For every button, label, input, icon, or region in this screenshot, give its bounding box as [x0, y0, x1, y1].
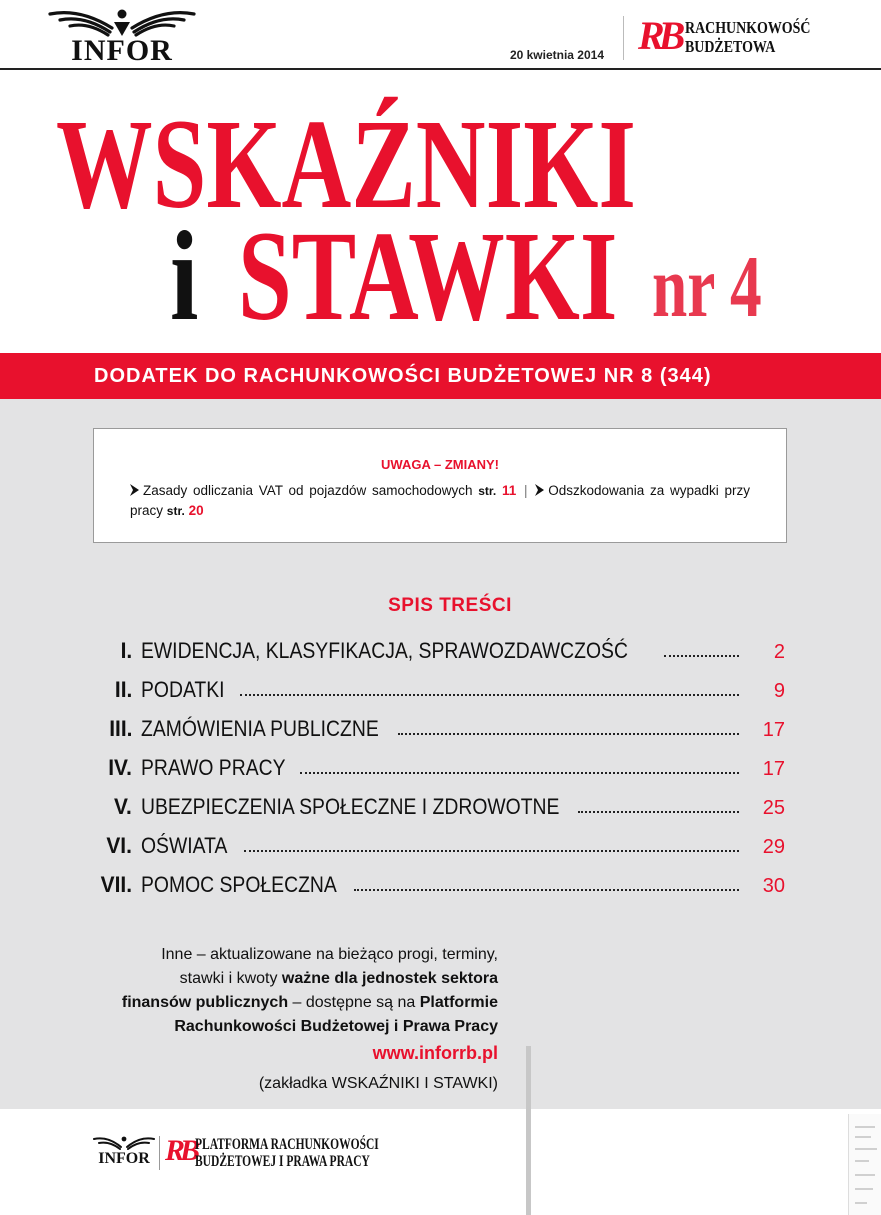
toc-item-page: 2	[773, 641, 785, 663]
toc-item-page: 30	[762, 875, 785, 897]
toc-leader-dots	[578, 811, 739, 813]
toc-item-label: OŚWIATA	[141, 833, 228, 858]
info-line-3-b: – dostępne są na	[288, 994, 420, 1011]
footer-infor-logo	[92, 1134, 156, 1174]
toc-leader-dots	[354, 889, 739, 891]
page-corner-decoration	[848, 1114, 881, 1215]
toc-item	[0, 872, 881, 904]
platform-tab-note: (zakładka WSKAŹNIKI I STAWKI)	[258, 1075, 498, 1092]
toc-item-label: PRAWO PRACY	[141, 755, 286, 780]
toc-item-page: 9	[773, 680, 785, 702]
info-line-2-a: stawki i kwoty	[179, 970, 282, 987]
toc-item-label: PODATKI	[141, 677, 225, 702]
notice-item1-str: str.	[478, 484, 497, 498]
toc-item-page: 17	[762, 758, 785, 780]
toc-item-page: 17	[762, 719, 785, 741]
notice-item1-page: 11	[501, 483, 517, 498]
toc-item	[0, 638, 881, 670]
supplement-band-text: DODATEK DO RACHUNKOWOŚCI BUDŻETOWEJ NR 8 (344)	[94, 365, 712, 387]
bullet-arrow-icon	[130, 484, 139, 496]
changes-notice-box	[93, 428, 787, 543]
bullet-arrow-icon	[535, 484, 544, 496]
info-line-4	[60, 1015, 498, 1039]
toc-item-number: V.	[114, 794, 132, 819]
notice-item2-str: str.	[166, 504, 185, 518]
toc-item-number: VII.	[100, 872, 132, 897]
info-line-1: Inne – aktualizowane na bieżąco progi, terminy,	[161, 946, 498, 963]
notice-separator: |	[523, 483, 528, 498]
notice-item1-text: Zasady odliczania VAT od pojazdów samochodowych	[143, 483, 473, 498]
toc-item-number: II.	[114, 677, 132, 702]
toc-item-page: 25	[762, 797, 785, 819]
toc-leader-dots	[300, 772, 739, 774]
toc-item-number: I.	[120, 638, 132, 663]
decorative-vertical-bar	[526, 1046, 531, 1215]
toc-item-number: VI.	[106, 833, 132, 858]
notice-item2-page: 20	[188, 503, 204, 518]
toc-leader-dots	[664, 655, 739, 657]
infor-wordmark: INFOR	[71, 34, 173, 67]
title-conjunction: i	[170, 205, 199, 347]
toc-item-page: 29	[762, 836, 785, 858]
footer-platform-line1: PLATFORMA RACHUNKOWOŚCI	[195, 1136, 379, 1153]
toc-item-label: UBEZPIECZENIA SPOŁECZNE I ZDROWOTNE	[141, 794, 560, 819]
footer-divider	[159, 1136, 160, 1170]
changes-notice-heading: UWAGA – ZMIANY!	[381, 457, 499, 472]
toc-title: SPIS TREŚCI	[388, 595, 512, 616]
info-line-4-text: Rachunkowości Budżetowej i Prawa Pracy	[174, 1018, 498, 1035]
toc-leader-dots	[240, 694, 739, 696]
info-line-3-a: finansów publicznych	[121, 994, 289, 1011]
toc-leader-dots	[244, 850, 739, 852]
issue-date: 20 kwietnia 2014	[509, 48, 604, 62]
toc-item-number: IV.	[108, 755, 132, 780]
toc-item	[0, 677, 881, 709]
footer-infor-wordmark: INFOR	[98, 1150, 150, 1167]
supplement-band	[0, 353, 881, 399]
platform-url-link[interactable]: www.inforrb.pl	[372, 1043, 498, 1063]
title-stawki: STAWKI	[238, 205, 618, 347]
changes-notice-body	[130, 481, 750, 521]
title-wskazniki: WSKAŹNIKI	[56, 93, 636, 235]
toc-item	[0, 794, 881, 826]
footer-platform-title	[195, 1136, 379, 1170]
toc-item	[0, 716, 881, 748]
header-rule	[0, 68, 881, 70]
issue-number: nr 4	[652, 239, 762, 336]
rb-logo-mark: RB	[638, 13, 680, 58]
toc-item	[0, 755, 881, 787]
toc-item-label: POMOC SPOŁECZNA	[141, 872, 337, 897]
info-line-2-b: ważne dla jednostek sektora	[281, 970, 498, 987]
magazine-title-line2: BUDŻETOWA	[685, 37, 776, 56]
magazine-title-line1: RACHUNKOWOŚĆ	[685, 18, 811, 37]
header-divider	[623, 16, 624, 60]
toc-item-number: III.	[108, 716, 132, 741]
footer-platform-line2: BUDŻETOWEJ I PRAWA PRACY	[195, 1153, 370, 1170]
magazine-title	[685, 18, 810, 56]
toc-item	[0, 833, 881, 865]
footer-rb-logo-mark: RB	[165, 1134, 196, 1167]
infor-logo	[44, 4, 200, 67]
platform-info-text	[60, 943, 498, 1039]
info-line-3	[60, 991, 498, 1015]
toc-leader-dots	[398, 733, 739, 735]
info-line-3-c: Platformie	[419, 994, 498, 1011]
notice-item2-text: Odszkodowania za wypadki przy pracy	[130, 483, 750, 518]
toc-item-label: ZAMÓWIENIA PUBLICZNE	[141, 716, 379, 741]
info-line-2	[60, 967, 498, 991]
infor-wings-icon	[44, 4, 200, 38]
toc-item-label: EWIDENCJA, KLASYFIKACJA, SPRAWOZDAWCZOŚĆ	[141, 638, 628, 663]
